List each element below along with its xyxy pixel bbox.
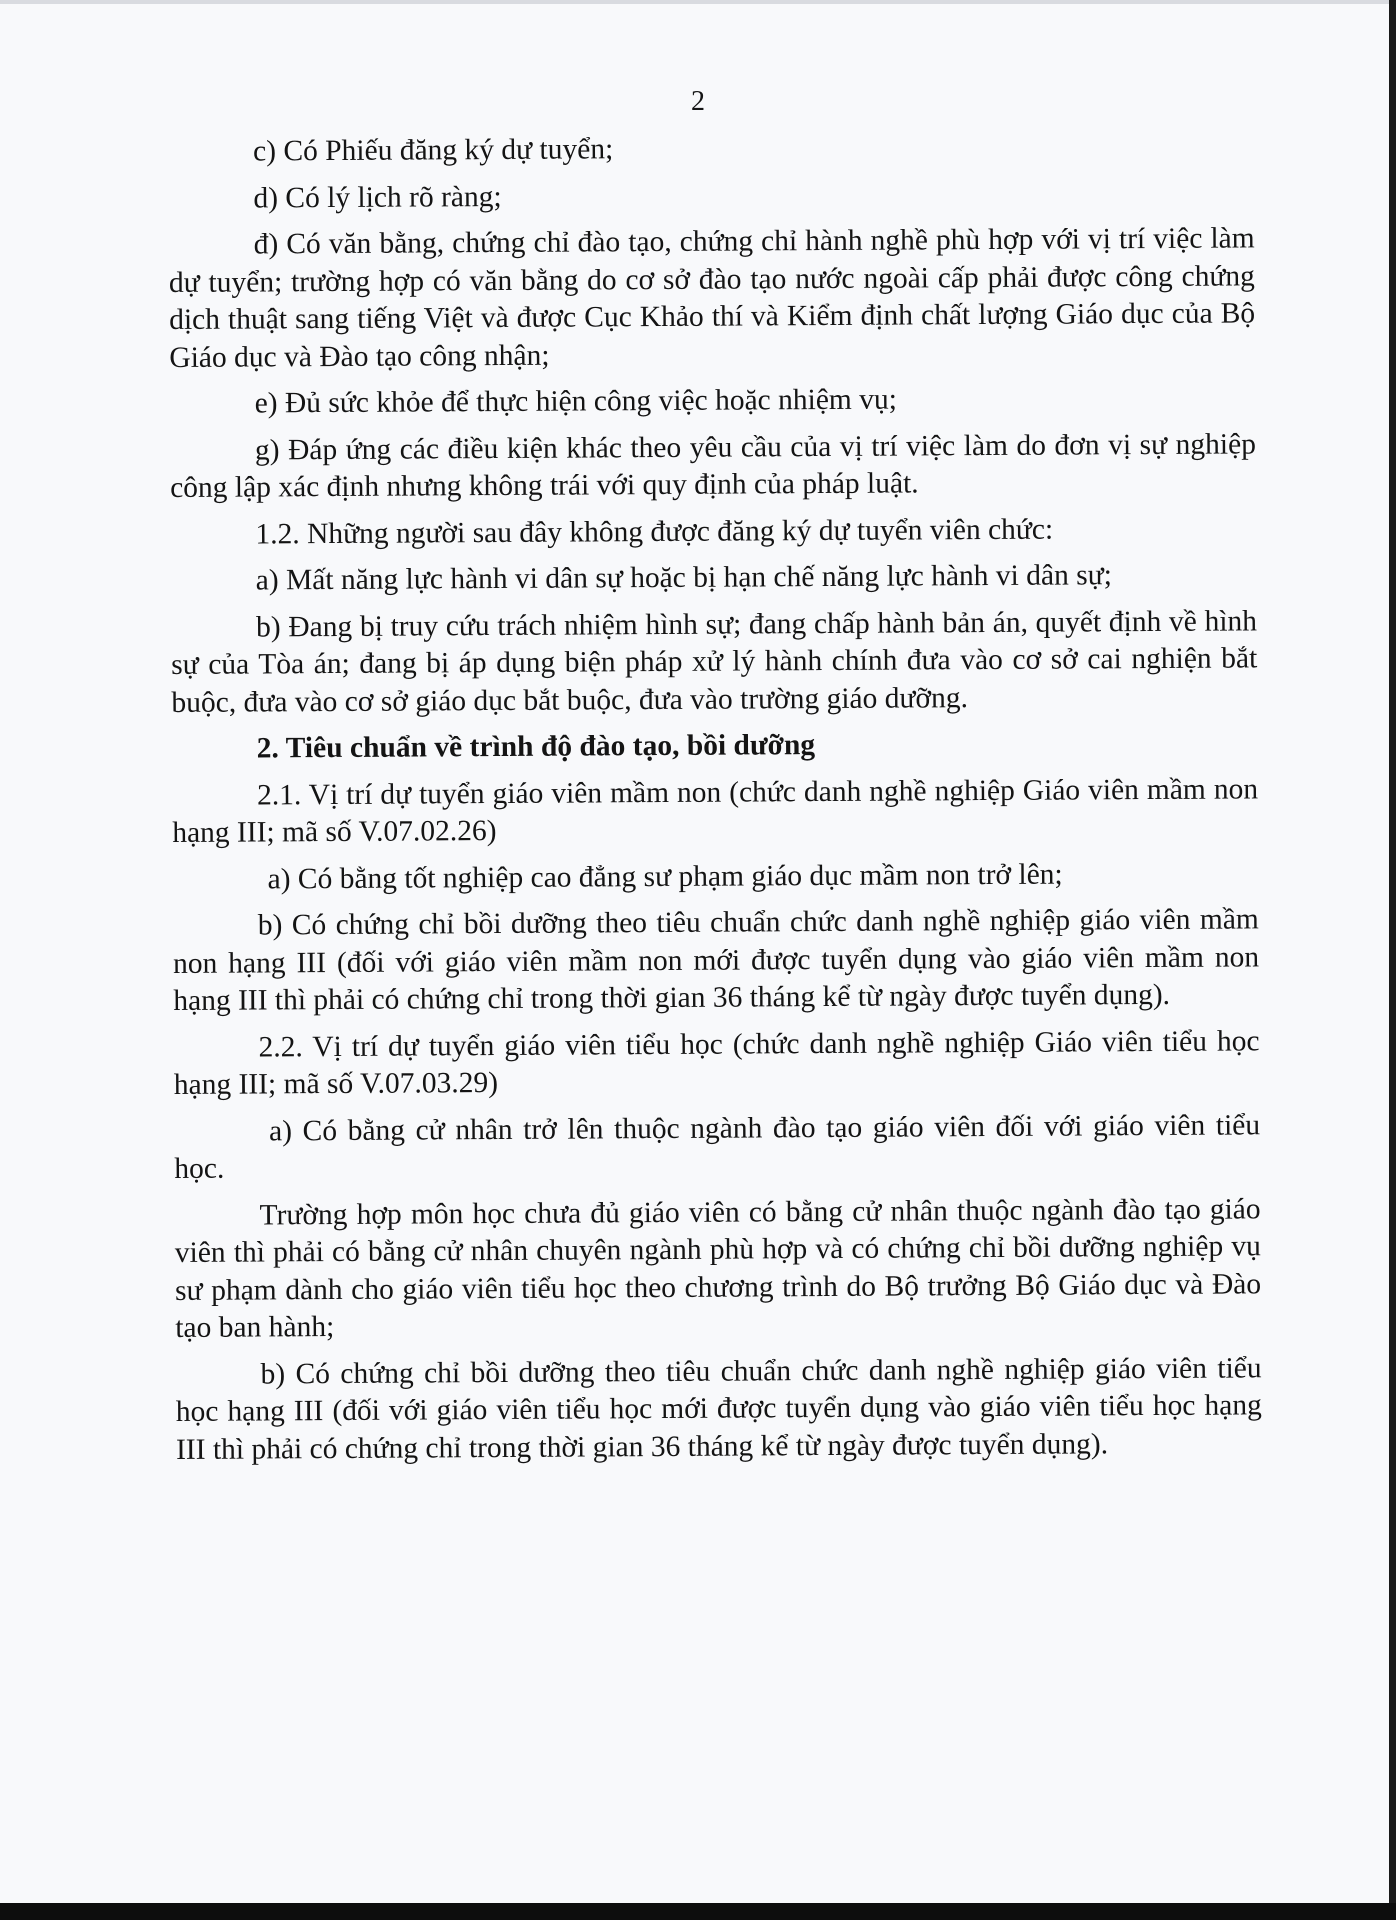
paragraph-2-1-a: a) Có bằng tốt nghiệp cao đẳng sư phạm giáo dục mầm non trở lên; <box>267 858 1063 895</box>
paragraph-2-2: 2.2. Vị trí dự tuyển giáo viên tiểu học (chức danh nghề nghiệp Giáo viên tiểu học hạng III; mã số V.07.03.29) <box>173 1024 1260 1101</box>
page-number: 2 <box>691 86 705 117</box>
paragraph-1-2-b: b) Đang bị truy cứu trách nhiệm hình sự; đang chấp hành bản án, quyết định về hình sự của Tòa án; đang bị áp dụng biện pháp xử lý hành chính đưa vào cơ sở cai nghiện bắt buộc, đưa vào cơ sở giáo dục bắt buộc, đưa vào trường giáo dưỡng. <box>171 604 1258 719</box>
section-heading-2: 2. Tiêu chuẩn về trình độ đào tạo, bồi dưỡng <box>256 729 816 765</box>
paragraph-g: g) Đáp ứng các điều kiện khác theo yêu cầu của vị trí việc làm do đơn vị sự nghiệp công lập xác định nhưng không trái với quy định của pháp luật. <box>170 427 1257 504</box>
paragraph-1-2: 1.2. Những người sau đây không được đăng ký dự tuyển viên chức: <box>255 513 1054 550</box>
paragraph-2-1: 2.1. Vị trí dự tuyển giáo viên mầm non (chức danh nghề nghiệp Giáo viên mầm non hạng III; mã số V.07.02.26) <box>172 772 1259 849</box>
scan-top-edge <box>0 0 1396 4</box>
paragraph-2-2-b: b) Có chứng chỉ bồi dưỡng theo tiêu chuẩn chức danh nghề nghiệp giáo viên tiểu học hạng III (đối với giáo viên tiểu học mới được tuyển dụng vào giáo viên tiểu học hạng III thì phải có chứng chỉ trong thời gian 36 tháng kể từ ngày được tuyển dụng). <box>175 1351 1262 1466</box>
paragraph-2-2-case: Trường hợp môn học chưa đủ giáo viên có bằng cử nhân thuộc ngành đào tạo giáo viên thì phải có bằng cử nhân chuyên ngành phù hợp và có chứng chỉ bồi dưỡng nghiệp vụ sư phạm dành cho giáo viên tiểu học theo chương trình do Bộ trưởng Bộ Giáo dục và Đào tạo ban hành; <box>174 1192 1262 1344</box>
paragraph-dd: đ) Có văn bằng, chứng chỉ đào tạo, chứng chỉ hành nghề phù hợp với vị trí việc làm dự tuyển; trường hợp có văn bằng do cơ sở đào tạo nước ngoài cấp phải được công chứng dịch thuật sang tiếng Việt và được Cục Khảo thí và Kiểm định chất lượng Giáo dục của Bộ Giáo dục và Đào tạo công nhận; <box>168 222 1256 374</box>
document-body <box>168 127 1262 1478</box>
scan-bottom-edge <box>0 1903 1396 1920</box>
paragraph-c: c) Có Phiếu đăng ký dự tuyển; <box>253 133 614 168</box>
paragraph-e: e) Đủ sức khỏe để thực hiện công việc hoặc nhiệm vụ; <box>254 383 897 420</box>
paragraph-2-2-a: a) Có bằng cử nhân trở lên thuộc ngành đào tạo giáo viên đối với giáo viên tiểu học. <box>174 1108 1261 1185</box>
paragraph-d: d) Có lý lịch rõ ràng; <box>253 180 502 214</box>
scan-right-edge <box>1389 0 1396 1920</box>
paragraph-1-2-a: a) Mất năng lực hành vi dân sự hoặc bị hạn chế năng lực hành vi dân sự; <box>255 559 1112 597</box>
paragraph-2-1-b: b) Có chứng chỉ bồi dưỡng theo tiêu chuẩn chức danh nghề nghiệp giáo viên mầm non hạng III (đối với giáo viên mầm non mới được tuyển dụng vào giáo viên mầm non hạng III thì phải có chứng chỉ trong thời gian 36 tháng kể từ ngày được tuyển dụng). <box>172 903 1260 1017</box>
